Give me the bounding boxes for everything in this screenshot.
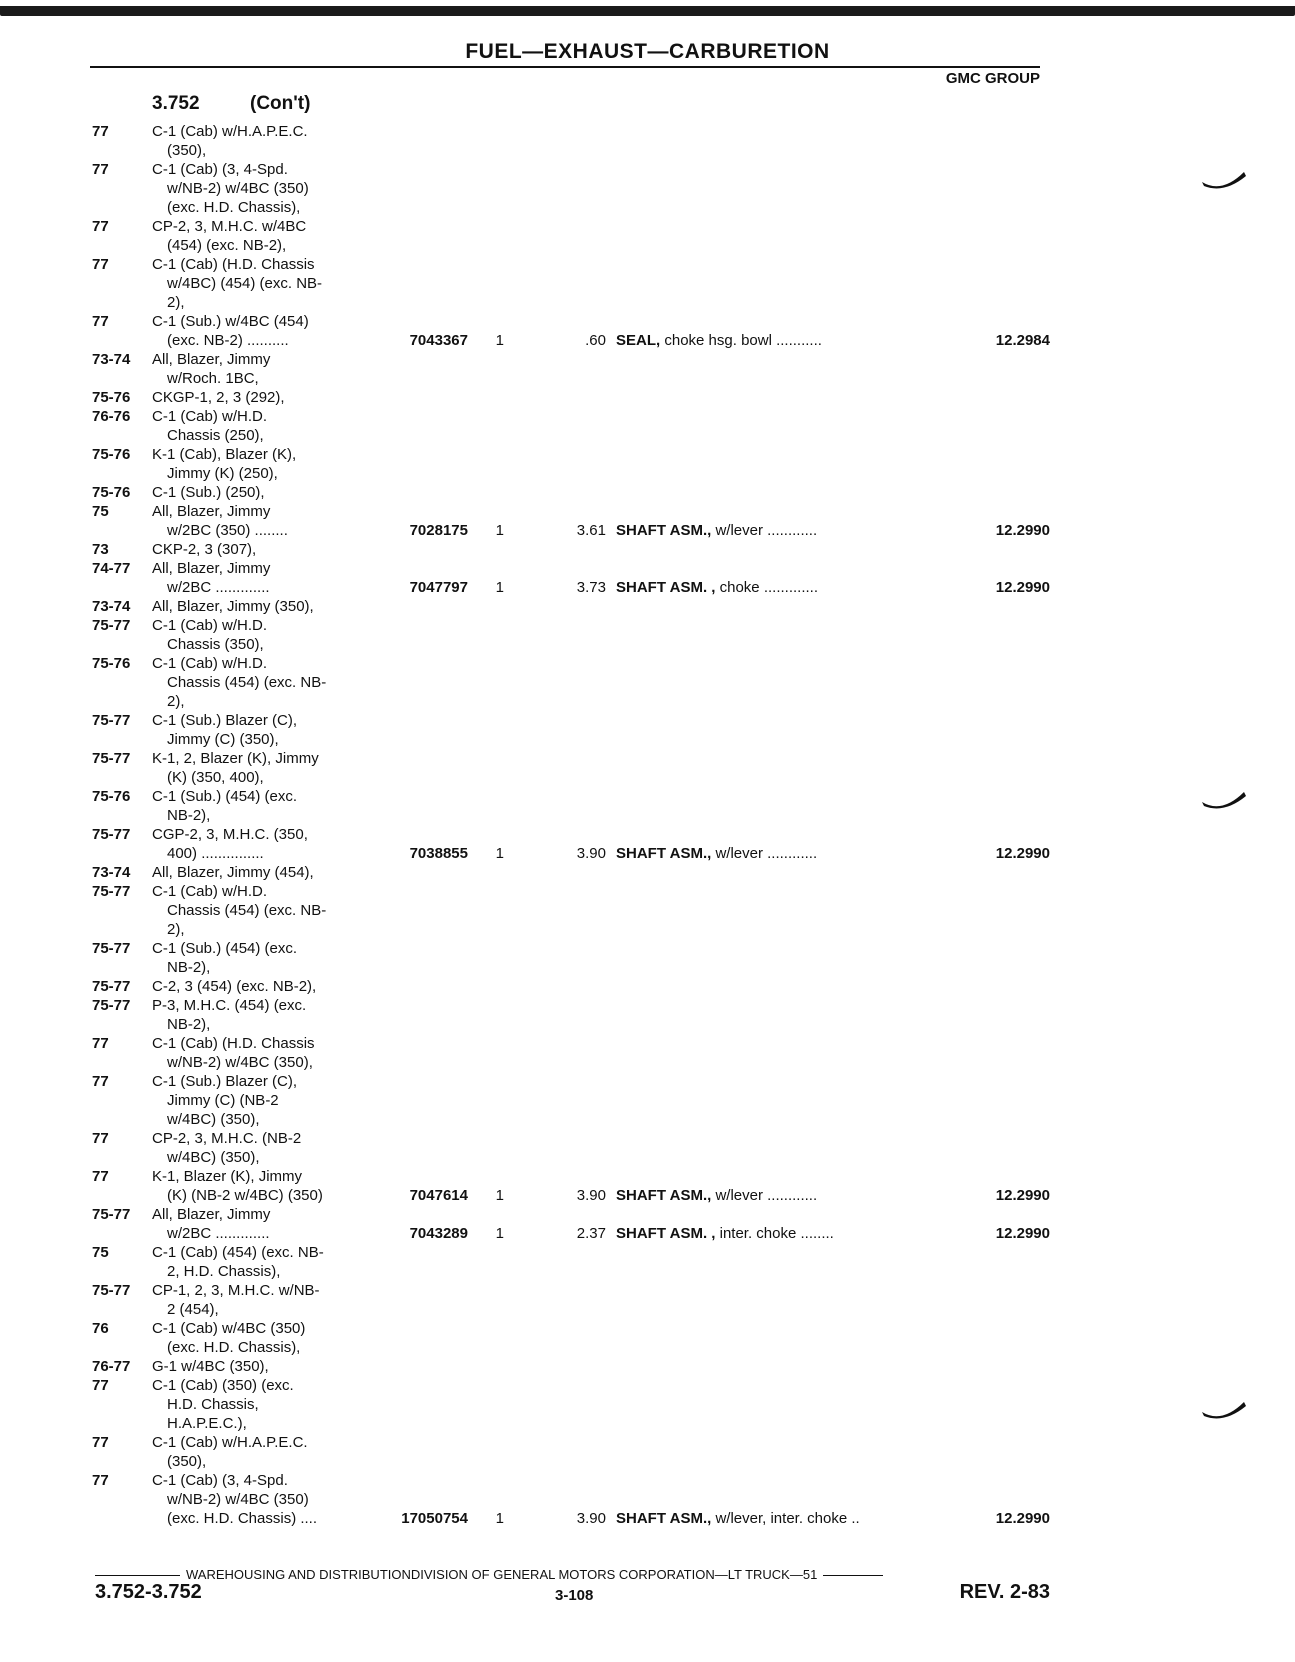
part-name: SHAFT ASM., [616,845,712,862]
model-year: 73-74 [92,598,131,615]
application-description [152,160,372,217]
model-year: 75 [92,503,109,520]
description-line: C-2, 3 (454) (exc. NB-2), [152,978,317,995]
description-line: C-1 (Cab) (3, 4-Spd. [152,161,288,178]
list-item [0,616,1295,654]
part-description [616,1509,936,1528]
list-item [0,749,1295,787]
list-item [0,597,1295,616]
part-detail: w/lever ............ [715,522,818,539]
section-continued: (Con't) [250,93,311,114]
application-description [152,1129,372,1167]
model-year: 73-74 [92,864,131,881]
description-line: All, Blazer, Jimmy (454), [152,864,314,881]
description-line: CKGP-1, 2, 3 (292), [152,389,285,406]
description-line: NB-2), [167,959,211,976]
description-line: w/4BC) (454) (exc. NB- [167,275,323,292]
application-description [152,1433,372,1471]
model-year: 75-76 [92,446,131,463]
list-item [0,350,1295,388]
list-item [0,1357,1295,1376]
group-number: 12.2990 [995,1225,1050,1242]
list-item [0,217,1295,255]
description-line: CKP-2, 3 (307), [152,541,257,558]
group-number: 12.2990 [995,845,1050,862]
application-description [152,502,372,540]
description-line: 2, H.D. Chassis), [167,1263,281,1280]
description-line: (exc. H.D. Chassis), [167,199,301,216]
application-description [152,407,372,445]
description-line: Chassis (454) (exc. NB- [167,674,327,691]
description-line: CGP-2, 3, M.H.C. (350, [152,826,308,843]
description-line: 2), [167,921,185,938]
list-item [0,540,1295,559]
application-description [152,1471,372,1528]
list-item [0,1243,1295,1281]
model-year: 76-76 [92,408,131,425]
description-line: (exc. H.D. Chassis), [167,1339,301,1356]
list-item [0,654,1295,711]
model-year: 75-77 [92,712,131,729]
description-line: NB-2), [167,807,211,824]
description-line: (exc. NB-2) .......... [167,332,289,349]
description-line: All, Blazer, Jimmy (350), [152,598,314,615]
list-item [0,122,1295,160]
parts-list [0,122,1295,1528]
part-number: 17050754 [401,1510,468,1527]
model-year: 77 [92,123,109,140]
list-item [0,825,1295,863]
part-number: 7047614 [409,1187,468,1204]
group-number: 12.2990 [995,579,1050,596]
description-line: (350), [167,1453,207,1470]
price: 3.73 [576,579,606,596]
model-year: 77 [92,1073,109,1090]
footer-section-range: 3.752-3.752 [95,1581,202,1603]
description-line: (exc. H.D. Chassis) .... [167,1510,318,1527]
part-number: 7038855 [409,845,468,862]
model-year: 76-77 [92,1358,131,1375]
model-year: 75-77 [92,617,131,634]
list-item [0,1205,1295,1243]
description-line: (350), [167,142,207,159]
description-line: All, Blazer, Jimmy [152,1206,271,1223]
description-line: NB-2), [167,1016,211,1033]
list-item [0,1129,1295,1167]
part-detail: choke hsg. bowl ........... [664,332,822,349]
description-line: K-1, 2, Blazer (K), Jimmy [152,750,319,767]
description-line: C-1 (Cab) (H.D. Chassis [152,256,315,273]
description-line: All, Blazer, Jimmy [152,560,271,577]
list-item [0,1433,1295,1471]
price: .60 [585,332,606,349]
application-description [152,217,372,255]
description-line: C-1 (Cab) (454) (exc. NB- [152,1244,324,1261]
description-line: C-1 (Sub.) Blazer (C), [152,712,298,729]
model-year: 75-77 [92,826,131,843]
application-description [152,616,372,654]
description-line: C-1 (Cab) w/H.D. [152,883,268,900]
application-description [152,977,372,996]
page-title: FUEL—EXHAUST—CARBURETION [465,40,830,63]
price: 3.90 [576,845,606,862]
list-item [0,559,1295,597]
model-year: 77 [92,313,109,330]
top-edge-bar [0,6,1295,16]
list-item [0,1072,1295,1129]
description-line: w/NB-2) w/4BC (350) [167,180,309,197]
part-number: 7028175 [409,522,468,539]
description-line: All, Blazer, Jimmy [152,351,271,368]
quantity: 1 [495,522,504,539]
application-description [152,312,372,350]
footer-revision: REV. 2-83 [959,1581,1050,1603]
model-year: 75 [92,1244,109,1261]
application-description [152,255,372,312]
list-item [0,1034,1295,1072]
part-detail: w/lever ............ [715,845,818,862]
list-item [0,1281,1295,1319]
description-line: C-1 (Cab) w/H.D. [152,408,268,425]
description-line: C-1 (Sub.) Blazer (C), [152,1073,298,1090]
model-year: 75-77 [92,1282,131,1299]
application-description [152,1281,372,1319]
price: 3.90 [576,1510,606,1527]
model-year: 77 [92,1377,109,1394]
list-item [0,312,1295,350]
description-line: Chassis (454) (exc. NB- [167,902,327,919]
application-description [152,863,372,882]
list-item [0,863,1295,882]
description-line: CP-2, 3, M.H.C. (NB-2 [152,1130,302,1147]
description-line: (K) (NB-2 w/4BC) (350) [167,1187,323,1204]
description-line: C-1 (Sub.) w/4BC (454) [152,313,309,330]
part-description [616,578,936,597]
description-line: C-1 (Cab) w/H.D. [152,655,268,672]
part-name: SHAFT ASM., [616,522,712,539]
group-number: 12.2990 [995,1510,1050,1527]
description-line: Jimmy (K) (250), [167,465,278,482]
binder-tab-icon [1200,790,1248,812]
model-year: 75-77 [92,750,131,767]
list-item [0,388,1295,407]
quantity: 1 [495,1187,504,1204]
part-name: SHAFT ASM., [616,1187,712,1204]
application-description [152,445,372,483]
application-description [152,1376,372,1433]
description-line: 400) ............... [167,845,264,862]
description-line: 2 (454), [167,1301,219,1318]
list-item [0,711,1295,749]
price: 2.37 [576,1225,606,1242]
description-line: P-3, M.H.C. (454) (exc. [152,997,307,1014]
model-year: 77 [92,1434,109,1451]
model-year: 77 [92,161,109,178]
list-item [0,1471,1295,1528]
model-year: 75-77 [92,883,131,900]
application-description [152,749,372,787]
model-year: 77 [92,1035,109,1052]
application-description [152,1205,372,1243]
list-item [0,445,1295,483]
quantity: 1 [495,1225,504,1242]
description-line: C-1 (Cab) (H.D. Chassis [152,1035,315,1052]
list-item [0,882,1295,939]
group-label: GMC GROUP [945,70,1040,87]
part-name: SEAL, [616,332,661,349]
model-year: 77 [92,1130,109,1147]
part-name: SHAFT ASM. , [616,579,716,596]
application-description [152,388,372,407]
description-line: K-1, Blazer (K), Jimmy [152,1168,303,1185]
model-year: 77 [92,218,109,235]
model-year: 75-76 [92,655,131,672]
application-description [152,1319,372,1357]
description-line: Chassis (350), [167,636,264,653]
description-line: K-1 (Cab), Blazer (K), [152,446,297,463]
part-description [616,844,936,863]
part-detail: w/lever, inter. choke .. [715,1510,860,1527]
part-description [616,1224,936,1243]
description-line: (K) (350, 400), [167,769,264,786]
description-line: Chassis (250), [167,427,264,444]
model-year: 75-76 [92,788,131,805]
description-line: (454) (exc. NB-2), [167,237,287,254]
part-name: SHAFT ASM., [616,1510,712,1527]
application-description [152,122,372,160]
description-line: C-1 (Cab) (3, 4-Spd. [152,1472,288,1489]
application-description [152,882,372,939]
part-description [616,521,936,540]
list-item [0,1376,1295,1433]
binder-tab-icon [1200,1400,1248,1422]
description-line: w/4BC) (350), [167,1111,260,1128]
application-description [152,825,372,863]
model-year: 73-74 [92,351,131,368]
part-detail: choke ............. [719,579,818,596]
part-description [616,331,936,350]
list-item [0,787,1295,825]
description-line: G-1 w/4BC (350), [152,1358,269,1375]
quantity: 1 [495,332,504,349]
description-line: C-1 (Cab) w/H.A.P.E.C. [152,123,308,140]
description-line: C-1 (Sub.) (454) (exc. [152,940,298,957]
application-description [152,1357,372,1376]
application-description [152,654,372,711]
list-item [0,939,1295,977]
application-description [152,1034,372,1072]
part-number: 7047797 [409,579,468,596]
list-item [0,255,1295,312]
model-year: 74-77 [92,560,131,577]
description-line: Jimmy (C) (350), [167,731,279,748]
model-year: 75-77 [92,978,131,995]
application-description [152,1167,372,1205]
part-detail: inter. choke ........ [719,1225,834,1242]
description-line: C-1 (Cab) w/4BC (350) [152,1320,306,1337]
part-number: 7043289 [409,1225,468,1242]
list-item [0,483,1295,502]
application-description [152,350,372,388]
model-year: 75-76 [92,484,131,501]
model-year: 76 [92,1320,109,1337]
description-line: C-1 (Cab) w/H.A.P.E.C. [152,1434,308,1451]
description-line: w/NB-2) w/4BC (350), [167,1054,313,1071]
list-item [0,407,1295,445]
description-line: w/2BC ............. [167,1225,270,1242]
description-line: 2), [167,294,185,311]
quantity: 1 [495,1510,504,1527]
group-number: 12.2990 [995,1187,1050,1204]
list-item [0,996,1295,1034]
application-description [152,483,372,502]
description-line: CP-2, 3, M.H.C. w/4BC [152,218,307,235]
application-description [152,540,372,559]
model-year: 77 [92,1168,109,1185]
description-line: C-1 (Cab) w/H.D. [152,617,268,634]
model-year: 73 [92,541,109,558]
price: 3.61 [576,522,606,539]
section-number: 3.752 [152,93,200,114]
description-line: C-1 (Sub.) (250), [152,484,265,501]
group-number: 12.2984 [995,332,1050,349]
model-year: 75-76 [92,389,131,406]
description-line: C-1 (Sub.) (454) (exc. [152,788,298,805]
model-year: 77 [92,1472,109,1489]
group-number: 12.2990 [995,522,1050,539]
application-description [152,597,372,616]
binder-tab-icon [1200,170,1248,192]
application-description [152,1072,372,1129]
description-line: w/4BC) (350), [167,1149,260,1166]
footer-page-number: 3-108 [555,1587,594,1604]
list-item [0,977,1295,996]
description-line: All, Blazer, Jimmy [152,503,271,520]
description-line: H.A.P.E.C.), [167,1415,247,1432]
application-description [152,996,372,1034]
price: 3.90 [576,1187,606,1204]
description-line: w/2BC ............. [167,579,270,596]
model-year: 77 [92,256,109,273]
list-item [0,502,1295,540]
part-detail: w/lever ............ [715,1187,818,1204]
model-year: 75-77 [92,1206,131,1223]
quantity: 1 [495,579,504,596]
title-rule [90,66,1040,68]
part-number: 7043367 [409,332,468,349]
description-line: CP-1, 2, 3, M.H.C. w/NB- [152,1282,320,1299]
model-year: 75-77 [92,940,131,957]
part-description [616,1186,936,1205]
description-line: w/2BC (350) ........ [167,522,288,539]
part-name: SHAFT ASM. , [616,1225,716,1242]
list-item [0,1319,1295,1357]
description-line: 2), [167,693,185,710]
application-description [152,559,372,597]
application-description [152,711,372,749]
list-item [0,1167,1295,1205]
description-line: w/Roch. 1BC, [167,370,259,387]
description-line: H.D. Chassis, [167,1396,259,1413]
quantity: 1 [495,845,504,862]
description-line: Jimmy (C) (NB-2 [167,1092,279,1109]
description-line: w/NB-2) w/4BC (350) [167,1491,309,1508]
description-line: C-1 (Cab) (350) (exc. [152,1377,294,1394]
footer-division-line: WAREHOUSING AND DISTRIBUTIONDIVISION OF GENERAL MOTORS CORPORATION—LT TRUCK—51 [95,1567,883,1582]
application-description [152,939,372,977]
list-item [0,160,1295,217]
application-description [152,787,372,825]
model-year: 75-77 [92,997,131,1014]
application-description [152,1243,372,1281]
